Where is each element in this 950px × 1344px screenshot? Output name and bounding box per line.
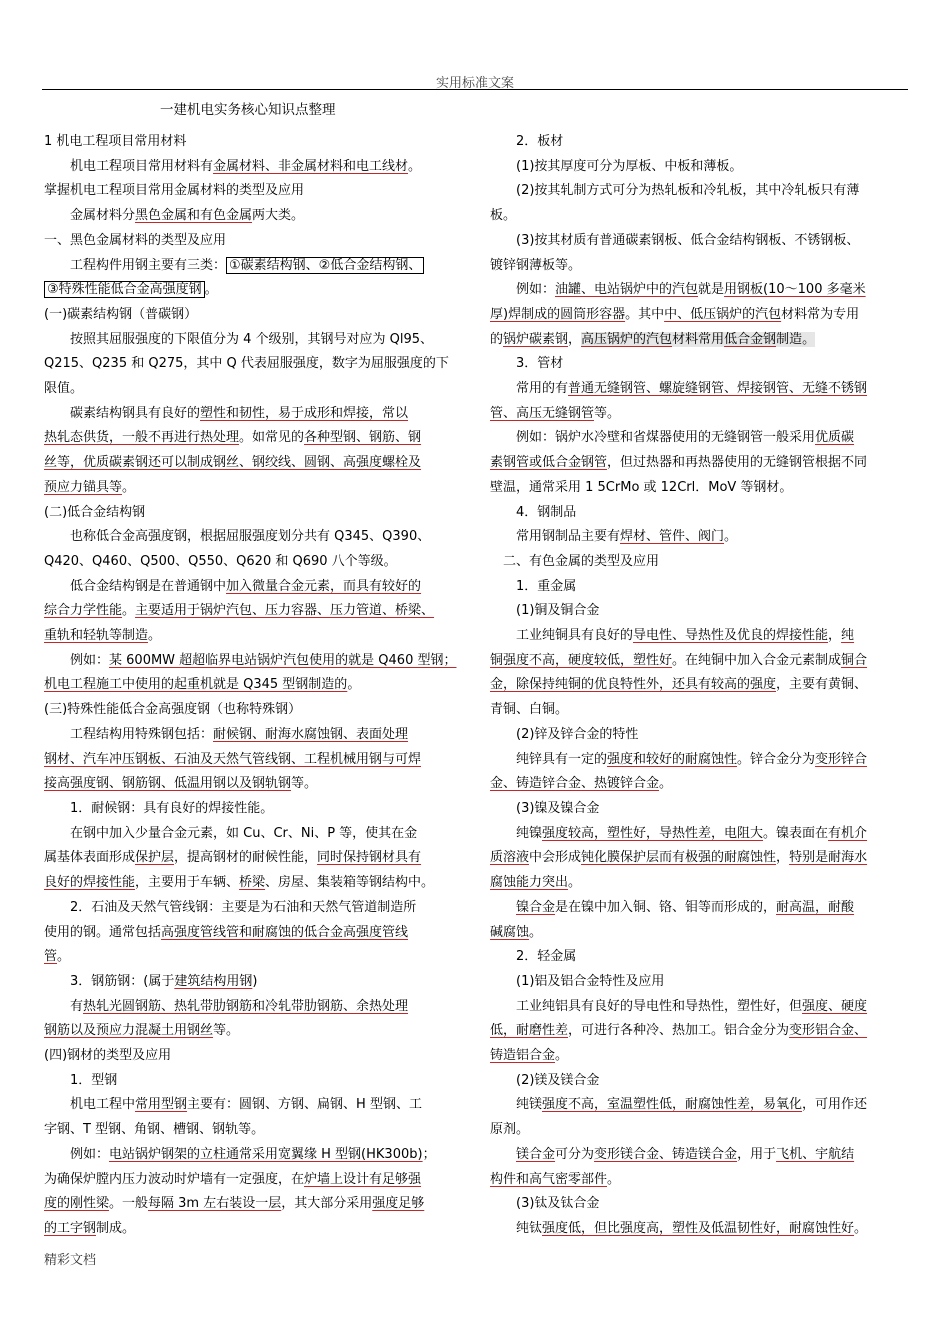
text-segment: 钝化膜保护层而有极强的耐腐蚀性 bbox=[581, 850, 777, 866]
text-segment: ，主要有黄铜、 bbox=[776, 677, 868, 693]
text-segment: 1．型钢 bbox=[44, 1072, 118, 1088]
text-segment: 良好的焊接性能 bbox=[44, 875, 136, 891]
text-line bbox=[44, 1143, 464, 1168]
text-segment: 度的刚性梁 bbox=[44, 1196, 110, 1212]
text-segment: 。在纯铜中加入合金元素制成 bbox=[672, 652, 842, 668]
text-line bbox=[490, 1143, 910, 1168]
text-segment: 钢筋以及预应力混凝土用钢丝 bbox=[44, 1023, 214, 1039]
text-segment: 钢材、汽车冲压钢板、石油及天然气管线钢、工程机械用钢与可焊 bbox=[44, 751, 422, 767]
text-segment: 例如： bbox=[44, 652, 110, 668]
text-segment: 工业纯铝具有良好的导电性和导热性，塑性好，但 bbox=[490, 998, 803, 1014]
text-segment: ，但过热器和再热器使用的无缝钢管根据不同 bbox=[607, 455, 868, 471]
text-segment: 每隔 3m 左右装设一层 bbox=[148, 1196, 282, 1212]
text-segment: 金属材料分 bbox=[44, 208, 136, 224]
text-segment: 纯钛 bbox=[490, 1220, 543, 1236]
text-line bbox=[44, 624, 464, 649]
text-line bbox=[490, 649, 910, 674]
text-segment: 丝等，优质碳素钢还可以制成钢丝、钢绞线、圆钢、高强度螺栓及 bbox=[44, 455, 422, 471]
text-line bbox=[44, 772, 464, 797]
text-segment: 普通无缝钢管、螺旋缝钢管、焊接钢管、无缝不锈钢 bbox=[568, 381, 868, 397]
text-segment: 强度足够 bbox=[372, 1196, 425, 1212]
text-segment: 各种型钢、钢筋、钢 bbox=[304, 430, 422, 446]
text-segment: 常用钢制品主要有 bbox=[490, 529, 621, 545]
text-segment: 主要适用于锅炉汽包、压力容器、压力管道、桥梁、 bbox=[135, 603, 435, 619]
right-column bbox=[490, 130, 910, 1242]
text-segment: 。 bbox=[607, 1171, 621, 1187]
text-segment: 常用的有 bbox=[490, 381, 569, 397]
text-segment: 变形铝合金、 bbox=[789, 1023, 868, 1039]
text-segment: 加入微量合金元素，而具有较好的 bbox=[226, 578, 422, 594]
text-segment: 常用型钢 bbox=[135, 1097, 188, 1113]
text-segment: 按照其屈服强度的下限值分为 4 个级别，其钢号对应为 Ql95、 bbox=[44, 331, 434, 347]
text-segment: (二)低合金结构钢 bbox=[44, 504, 146, 520]
text-segment: 强度较高，塑性好，导热性差，电阻大 bbox=[542, 825, 764, 841]
text-segment: 例如：锅炉水冷壁和省煤器使用的无缝钢管一般采用 bbox=[490, 430, 816, 446]
text-line bbox=[490, 179, 910, 204]
text-line bbox=[44, 1217, 464, 1242]
text-line bbox=[44, 476, 464, 501]
text-segment: 。 bbox=[347, 677, 361, 693]
text-segment: 属基体表面形成 bbox=[44, 850, 136, 866]
text-segment: 某 600MW 超超临界电站锅炉汽包使用的就是 Q460 型钢； bbox=[109, 652, 457, 668]
text-line bbox=[44, 303, 464, 328]
text-line bbox=[490, 155, 910, 180]
text-segment: 特别是耐海水 bbox=[789, 850, 868, 866]
text-segment: ，用于 bbox=[737, 1146, 777, 1162]
text-line bbox=[490, 451, 910, 476]
text-line bbox=[490, 797, 910, 822]
text-line bbox=[490, 723, 910, 748]
text-line bbox=[490, 204, 910, 229]
text-line bbox=[490, 822, 910, 847]
text-segment: 纯 bbox=[841, 628, 855, 644]
text-line bbox=[44, 575, 464, 600]
text-segment: 铜合 bbox=[841, 652, 868, 668]
text-segment: 3．管材 bbox=[490, 356, 564, 372]
text-line bbox=[44, 1118, 464, 1143]
text-segment: 同时保持钢材具有 bbox=[317, 850, 422, 866]
text-line bbox=[490, 525, 910, 550]
text-segment: 。 bbox=[204, 282, 218, 298]
text-segment bbox=[490, 1147, 516, 1162]
text-segment: (1)铜及铜合金 bbox=[490, 603, 600, 619]
text-segment: 的工字钢 bbox=[44, 1220, 97, 1236]
text-segment: 。 bbox=[122, 479, 136, 495]
text-line bbox=[490, 575, 910, 600]
text-segment: 是在镍中加入铜、铬、钼等而形成的， bbox=[555, 899, 777, 915]
text-segment: 机电工程施工中使用的起重机就是 Q345 型钢制造的 bbox=[44, 677, 348, 693]
text-line bbox=[44, 673, 464, 698]
text-segment: 二、有色金属的类型及应用 bbox=[490, 553, 660, 569]
text-segment: 炉墙上设计有足够强 bbox=[304, 1171, 422, 1187]
text-line bbox=[44, 995, 464, 1020]
text-segment: 板。 bbox=[490, 208, 517, 224]
text-segment: 2．石油及天然气管线钢：主要是为石油和天然气管道制造所 bbox=[44, 899, 417, 915]
text-segment: 。 bbox=[724, 529, 738, 545]
text-line bbox=[490, 748, 910, 773]
text-segment: 材料常用 bbox=[672, 331, 725, 347]
text-segment: ，主要用于车辆、 bbox=[135, 875, 240, 891]
text-segment: 综合力学性能 bbox=[44, 603, 123, 619]
text-line bbox=[44, 1019, 464, 1044]
header-rule bbox=[42, 89, 908, 90]
text-line bbox=[490, 130, 910, 155]
text-segment: 机电工程中 bbox=[44, 1097, 136, 1113]
text-line bbox=[44, 278, 464, 303]
text-segment: 2．轻金属 bbox=[490, 949, 577, 965]
text-line bbox=[490, 254, 910, 279]
text-segment: 保护层 bbox=[135, 850, 175, 866]
text-segment: 在钢中加入少量合金元素，如 Cu、Cr、Ni、P 等，使其在金 bbox=[44, 825, 418, 841]
text-segment: (四)钢材的类型及应用 bbox=[44, 1048, 172, 1064]
text-segment: 制造。 bbox=[776, 331, 816, 347]
text-segment: 塑性和韧性，易于成形和焊接，常以 bbox=[200, 405, 409, 421]
text-segment: 。 bbox=[148, 628, 162, 644]
text-segment: 青铜、白铜。 bbox=[490, 702, 569, 718]
text-line bbox=[490, 377, 910, 402]
text-line bbox=[490, 921, 910, 946]
text-line bbox=[44, 599, 464, 624]
text-segment: 铸造铝合金 bbox=[490, 1048, 556, 1064]
text-line bbox=[44, 1069, 464, 1094]
text-segment: 。 bbox=[408, 158, 422, 174]
text-segment: (3)按其材质有普通碳素钢板、低合金结构钢板、不锈钢板、 bbox=[490, 232, 860, 248]
text-segment: 等。 bbox=[213, 1023, 240, 1039]
text-segment: 接高强度钢、钢筋钢、低温用钢以及钢轨钢 bbox=[44, 776, 292, 792]
text-line bbox=[490, 476, 910, 501]
text-line bbox=[44, 970, 464, 995]
text-segment: 1．耐候钢：具有良好的焊接性能。 bbox=[44, 800, 274, 816]
text-line bbox=[44, 130, 464, 155]
text-line bbox=[44, 525, 464, 550]
text-line bbox=[44, 846, 464, 871]
text-segment: 优质碳 bbox=[815, 430, 855, 446]
text-segment: 高压锅炉的汽包 bbox=[581, 331, 673, 347]
text-segment: 4．钢制品 bbox=[490, 504, 577, 520]
text-line bbox=[490, 995, 910, 1020]
text-segment: 厚)焊制成的圆筒形容器 bbox=[490, 306, 626, 322]
text-segment: 机电工程项目常用材料有 bbox=[44, 158, 214, 174]
text-line bbox=[44, 254, 464, 279]
text-segment: 桥梁 bbox=[239, 875, 266, 891]
text-segment: 3．钢筋钢：(属于 bbox=[44, 973, 175, 989]
text-line bbox=[44, 377, 464, 402]
text-segment: 使用的钢。通常包括 bbox=[44, 924, 162, 940]
text-line bbox=[490, 772, 910, 797]
text-segment: 重轨和轻轨等制造 bbox=[44, 628, 149, 644]
text-segment: ) bbox=[252, 973, 258, 989]
text-segment: 、房屋、集装箱等钢结构中。 bbox=[265, 875, 435, 891]
text-line bbox=[490, 970, 910, 995]
text-segment: 碱腐蚀 bbox=[490, 924, 530, 940]
text-segment: 。一般 bbox=[109, 1196, 149, 1212]
text-line bbox=[44, 328, 464, 353]
text-segment: 也称低合金高强度钢，根据屈服强度划分共有 Q345、Q390、 bbox=[44, 529, 431, 545]
text-line bbox=[490, 1217, 910, 1242]
text-segment: 强度和较好的耐腐蚀性 bbox=[607, 751, 738, 767]
text-line bbox=[490, 229, 910, 254]
text-line bbox=[44, 179, 464, 204]
text-line bbox=[490, 698, 910, 723]
text-line bbox=[44, 822, 464, 847]
text-segment: 为确保炉膛内压力波动时炉墙有一定强度，在 bbox=[44, 1171, 305, 1187]
text-segment: (1)铝及铝合金特性及应用 bbox=[490, 973, 665, 989]
text-line bbox=[44, 921, 464, 946]
text-segment: ， bbox=[568, 331, 582, 347]
text-segment: 金，除保持纯铜的优良特性外，还具有较高的强度 bbox=[490, 677, 777, 693]
text-line bbox=[490, 1192, 910, 1217]
text-segment: 素钢管或低合金钢管 bbox=[490, 455, 608, 471]
text-segment: 例如： bbox=[490, 282, 556, 298]
text-segment: 耐高温，耐酸 bbox=[776, 899, 855, 915]
text-segment: 壁温，通常采用 1 5CrMo 或 12Crl．MoV 等钢材。 bbox=[490, 479, 793, 495]
text-segment: 低，耐磨性差 bbox=[490, 1023, 569, 1039]
text-segment: 纯镍 bbox=[490, 825, 543, 841]
text-line bbox=[490, 303, 910, 328]
page-header: 实用标准文案 bbox=[435, 76, 514, 91]
text-segment: 。其中 bbox=[625, 306, 665, 322]
text-segment: Q420、Q460、Q500、Q550、Q620 和 Q690 八个等级。 bbox=[44, 553, 397, 569]
text-segment: 铜强度不高，硬度较低，塑性好 bbox=[490, 652, 673, 668]
text-line bbox=[44, 797, 464, 822]
text-segment: 可分为 bbox=[555, 1146, 595, 1162]
text-segment: 1 机电工程项目常用材料 bbox=[44, 134, 187, 149]
text-segment: ，可进行各种冷、热加工。铝合金分为 bbox=[568, 1023, 790, 1039]
text-segment: 。 bbox=[57, 949, 71, 965]
text-segment: 的 bbox=[490, 331, 504, 347]
text-segment: 变形镁合金、铸造镁合金 bbox=[594, 1146, 738, 1162]
text-segment: 等。 bbox=[291, 776, 318, 792]
text-segment: 字钢、T 型钢、角钢、槽钢、钢轨等。 bbox=[44, 1122, 265, 1138]
text-line bbox=[490, 1118, 910, 1143]
text-segment: 1．重金属 bbox=[490, 578, 577, 594]
text-segment: (三)特殊性能低合金高强度钢（也称特殊钢） bbox=[44, 702, 302, 718]
text-line bbox=[490, 426, 910, 451]
text-line bbox=[44, 501, 464, 526]
text-segment: (2)锌及锌合金的特性 bbox=[490, 726, 639, 742]
text-segment: 低合金结构钢是在普通钢中 bbox=[44, 578, 227, 594]
text-line bbox=[44, 1044, 464, 1069]
text-segment: 预应力锚具等 bbox=[44, 479, 123, 495]
text-line bbox=[44, 352, 464, 377]
text-segment: (1)按其厚度可分为厚板、中板和薄板。 bbox=[490, 158, 743, 174]
text-segment: 原剂。 bbox=[490, 1122, 530, 1138]
text-line bbox=[44, 1192, 464, 1217]
text-line bbox=[490, 871, 910, 896]
text-line bbox=[490, 328, 910, 353]
text-segment: 主要有：圆钢、方钢、扁钢、H 型钢、工 bbox=[187, 1097, 422, 1113]
text-segment: 。 bbox=[122, 603, 136, 619]
text-segment: 纯镁 bbox=[490, 1097, 543, 1113]
text-segment: 材料常为专用 bbox=[781, 306, 860, 322]
text-line bbox=[490, 673, 910, 698]
text-segment: 飞机、宇航结 bbox=[776, 1146, 855, 1162]
text-segment: 导电性、导热性及优良的焊接性能 bbox=[633, 628, 829, 644]
text-line bbox=[490, 846, 910, 871]
text-segment: 建筑结构用钢 bbox=[174, 973, 253, 989]
text-segment: 工程构件用钢主要有三类： bbox=[44, 257, 227, 273]
document-title: 一建机电实务核心知识点整理 bbox=[160, 102, 336, 118]
text-segment: ①碳素结构钢、②低合金结构钢、 bbox=[226, 257, 424, 274]
text-segment: 构件和高气密零部件 bbox=[490, 1171, 608, 1187]
text-segment: 用钢板(10～100 多毫米 bbox=[724, 282, 866, 298]
text-segment: 工程结构用特殊钢包括： bbox=[44, 726, 214, 742]
text-segment: (3)钛及钛合金 bbox=[490, 1196, 600, 1212]
text-segment: 腐蚀能力突出 bbox=[490, 875, 569, 891]
text-segment: 工业纯铜具有良好的 bbox=[490, 628, 634, 644]
text-line bbox=[490, 352, 910, 377]
text-segment: 碳素结构钢具有良好的 bbox=[44, 405, 201, 421]
text-segment: 制成。 bbox=[96, 1220, 136, 1236]
text-segment: 中会形成 bbox=[529, 850, 582, 866]
text-line bbox=[490, 402, 910, 427]
text-segment bbox=[490, 900, 516, 915]
text-line bbox=[490, 624, 910, 649]
text-segment: (2)镁及镁合金 bbox=[490, 1072, 600, 1088]
text-line bbox=[490, 1019, 910, 1044]
text-segment: 镍合金 bbox=[516, 899, 556, 915]
text-segment: ， bbox=[828, 628, 842, 644]
text-line bbox=[44, 1168, 464, 1193]
text-segment: 中、低压锅炉的汽包 bbox=[664, 306, 782, 322]
text-segment: ； bbox=[422, 1146, 436, 1162]
text-segment: 耐候钢、耐海水腐蚀钢、表面处理 bbox=[213, 726, 409, 742]
text-segment: 低合金钢 bbox=[724, 331, 777, 347]
text-segment: 热轧态供货，一般不再进行热处理 bbox=[44, 430, 240, 446]
text-segment: 等。 bbox=[594, 405, 621, 421]
text-line bbox=[44, 896, 464, 921]
text-line bbox=[490, 945, 910, 970]
text-line bbox=[44, 723, 464, 748]
text-segment: 强度、硬度 bbox=[802, 998, 868, 1014]
text-segment: 镀锌钢薄板等。 bbox=[490, 257, 582, 273]
text-line bbox=[44, 204, 464, 229]
text-line bbox=[44, 229, 464, 254]
text-segment: 例如： bbox=[44, 1146, 110, 1162]
text-line bbox=[44, 451, 464, 476]
text-line bbox=[44, 1093, 464, 1118]
text-segment: (3)镍及镍合金 bbox=[490, 800, 600, 816]
page-footer: 精彩文档 bbox=[44, 1253, 97, 1268]
text-segment: 管、高压无缝钢管 bbox=[490, 405, 595, 421]
text-line bbox=[490, 896, 910, 921]
text-segment: 高强度管线管和耐腐蚀的低合金高强度管线 bbox=[161, 924, 409, 940]
text-segment: 。 bbox=[568, 875, 582, 891]
text-line bbox=[490, 1044, 910, 1069]
text-segment: 金、铸造锌合金、热镀锌合金 bbox=[490, 776, 660, 792]
text-segment: 强度不高，室温塑性低，耐腐蚀性差，易氧化 bbox=[542, 1097, 803, 1113]
text-line bbox=[490, 1168, 910, 1193]
text-line bbox=[490, 1069, 910, 1094]
text-segment: 强度低，但比强度高，塑性及低温韧性好，耐腐蚀性好 bbox=[542, 1220, 855, 1236]
text-segment: 。 bbox=[555, 1048, 569, 1064]
text-line bbox=[44, 426, 464, 451]
text-segment: 。镍表面在 bbox=[763, 825, 829, 841]
text-segment: 焊材、管件、阀门 bbox=[620, 529, 725, 545]
text-segment: 限值。 bbox=[44, 381, 84, 397]
text-line bbox=[490, 1093, 910, 1118]
text-segment: 两大类。 bbox=[252, 208, 305, 224]
text-segment: 。如常见的 bbox=[239, 430, 305, 446]
text-line bbox=[44, 748, 464, 773]
text-line bbox=[44, 155, 464, 180]
text-line bbox=[490, 501, 910, 526]
text-segment: 管 bbox=[44, 949, 58, 965]
text-line bbox=[44, 649, 464, 674]
text-segment: 有 bbox=[44, 998, 84, 1014]
text-line bbox=[490, 599, 910, 624]
text-line bbox=[490, 550, 910, 575]
text-segment: 质溶液 bbox=[490, 850, 530, 866]
text-segment: 。 bbox=[529, 924, 543, 940]
text-segment: (2)按其轧制方式可分为热轧板和冷轧板，其中冷轧板只有薄 bbox=[490, 183, 860, 199]
text-segment: 。 bbox=[854, 1220, 868, 1236]
text-segment: ，提高钢材的耐候性能， bbox=[174, 850, 318, 866]
text-segment: 有机介 bbox=[828, 825, 868, 841]
text-segment: 。 bbox=[659, 776, 673, 792]
text-segment: 镁合金 bbox=[516, 1146, 556, 1162]
text-segment: 热轧光圆钢筋、热轧带肋钢筋和冷轧带肋钢筋、余热处理 bbox=[83, 998, 409, 1014]
text-segment: ， bbox=[776, 850, 790, 866]
text-line bbox=[490, 278, 910, 303]
text-line bbox=[44, 550, 464, 575]
text-line bbox=[44, 698, 464, 723]
text-line bbox=[44, 945, 464, 970]
text-segment: 。锌合金分为 bbox=[737, 751, 816, 767]
text-line bbox=[44, 871, 464, 896]
text-segment: 一、黑色金属材料的类型及应用 bbox=[44, 232, 227, 248]
text-segment: 纯锌具有一定的 bbox=[490, 751, 608, 767]
text-segment: 油罐、电站锅炉中的汽包 bbox=[555, 282, 699, 298]
text-segment: 锅炉碳素钢 bbox=[503, 331, 569, 347]
text-segment: 黑色金属和有色金属 bbox=[135, 208, 253, 224]
text-segment: 2．板材 bbox=[490, 134, 564, 149]
text-segment: 掌握机电工程项目常用金属材料的类型及应用 bbox=[44, 183, 305, 199]
text-segment: ，其大部分采用 bbox=[281, 1196, 373, 1212]
text-segment: 就是 bbox=[698, 282, 725, 298]
left-column bbox=[44, 130, 464, 1242]
text-segment: 电站锅炉钢架的立柱通常采用宽翼缘 H 型钢(HK300b) bbox=[109, 1146, 423, 1162]
text-segment: 金属材料、非金属材料和电工线材 bbox=[213, 158, 409, 174]
text-segment: Q215、Q235 和 Q275，其中 Q 代表屈服强度，数字为屈服强度的下 bbox=[44, 356, 449, 372]
text-line bbox=[44, 402, 464, 427]
text-segment: ③特殊性能低合金高强度钢 bbox=[44, 281, 205, 298]
text-segment: 变形锌合 bbox=[815, 751, 868, 767]
text-segment: (一)碳素结构钢（普碳钢） bbox=[44, 306, 198, 322]
text-segment: ，可用作还 bbox=[802, 1097, 868, 1113]
